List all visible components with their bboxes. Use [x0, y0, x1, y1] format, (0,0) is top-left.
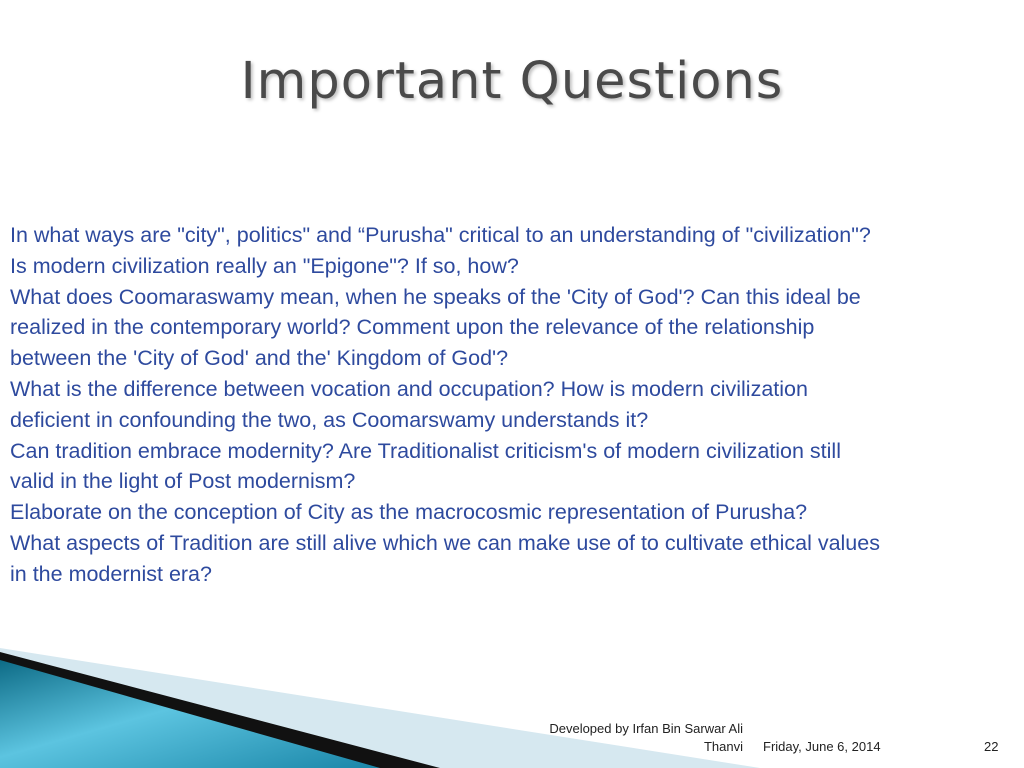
footer-author	[500, 720, 743, 756]
slide-number: 22	[984, 739, 999, 754]
footer-author-line1: Developed by Irfan Bin Sarwar Ali	[549, 721, 743, 736]
question-line: In what ways are "city", politics" and “Purusha" critical to an understanding of "civilization"?	[10, 223, 871, 247]
questions-body	[10, 220, 1024, 590]
question-line: Can tradition embrace modernity? Are Traditionalist criticism's of modern civilization still	[10, 438, 841, 463]
question-line: realized in the contemporary world? Comment upon the relevance of the relationship	[10, 315, 815, 340]
question-line: What aspects of Tradition are still alive which we can make use of to cultivate ethical values	[10, 530, 880, 555]
slide-title: Important Questions	[240, 52, 784, 111]
footer-date: Friday, June 6, 2014	[763, 739, 881, 754]
question-line: in the modernist era?	[10, 561, 212, 586]
question-line: between the 'City of God' and the' Kingdom of God'?	[10, 346, 509, 371]
question-line: deficient in confounding the two, as Coomarswamy understands it?	[10, 407, 649, 432]
question-line: valid in the light of Post modernism?	[10, 469, 356, 494]
question-line: Elaborate on the conception of City as the macrocosmic representation of Purusha?	[10, 500, 808, 525]
question-line: What does Coomaraswamy mean, when he speaks of the 'City of God'? Can this ideal be	[10, 284, 861, 309]
question-line: What is the difference between vocation and occupation? How is modern civilization	[10, 376, 808, 401]
question-line: Is modern civilization really an "Epigone"? If so, how?	[10, 253, 519, 278]
footer-author-line2: Thanvi	[703, 739, 743, 754]
